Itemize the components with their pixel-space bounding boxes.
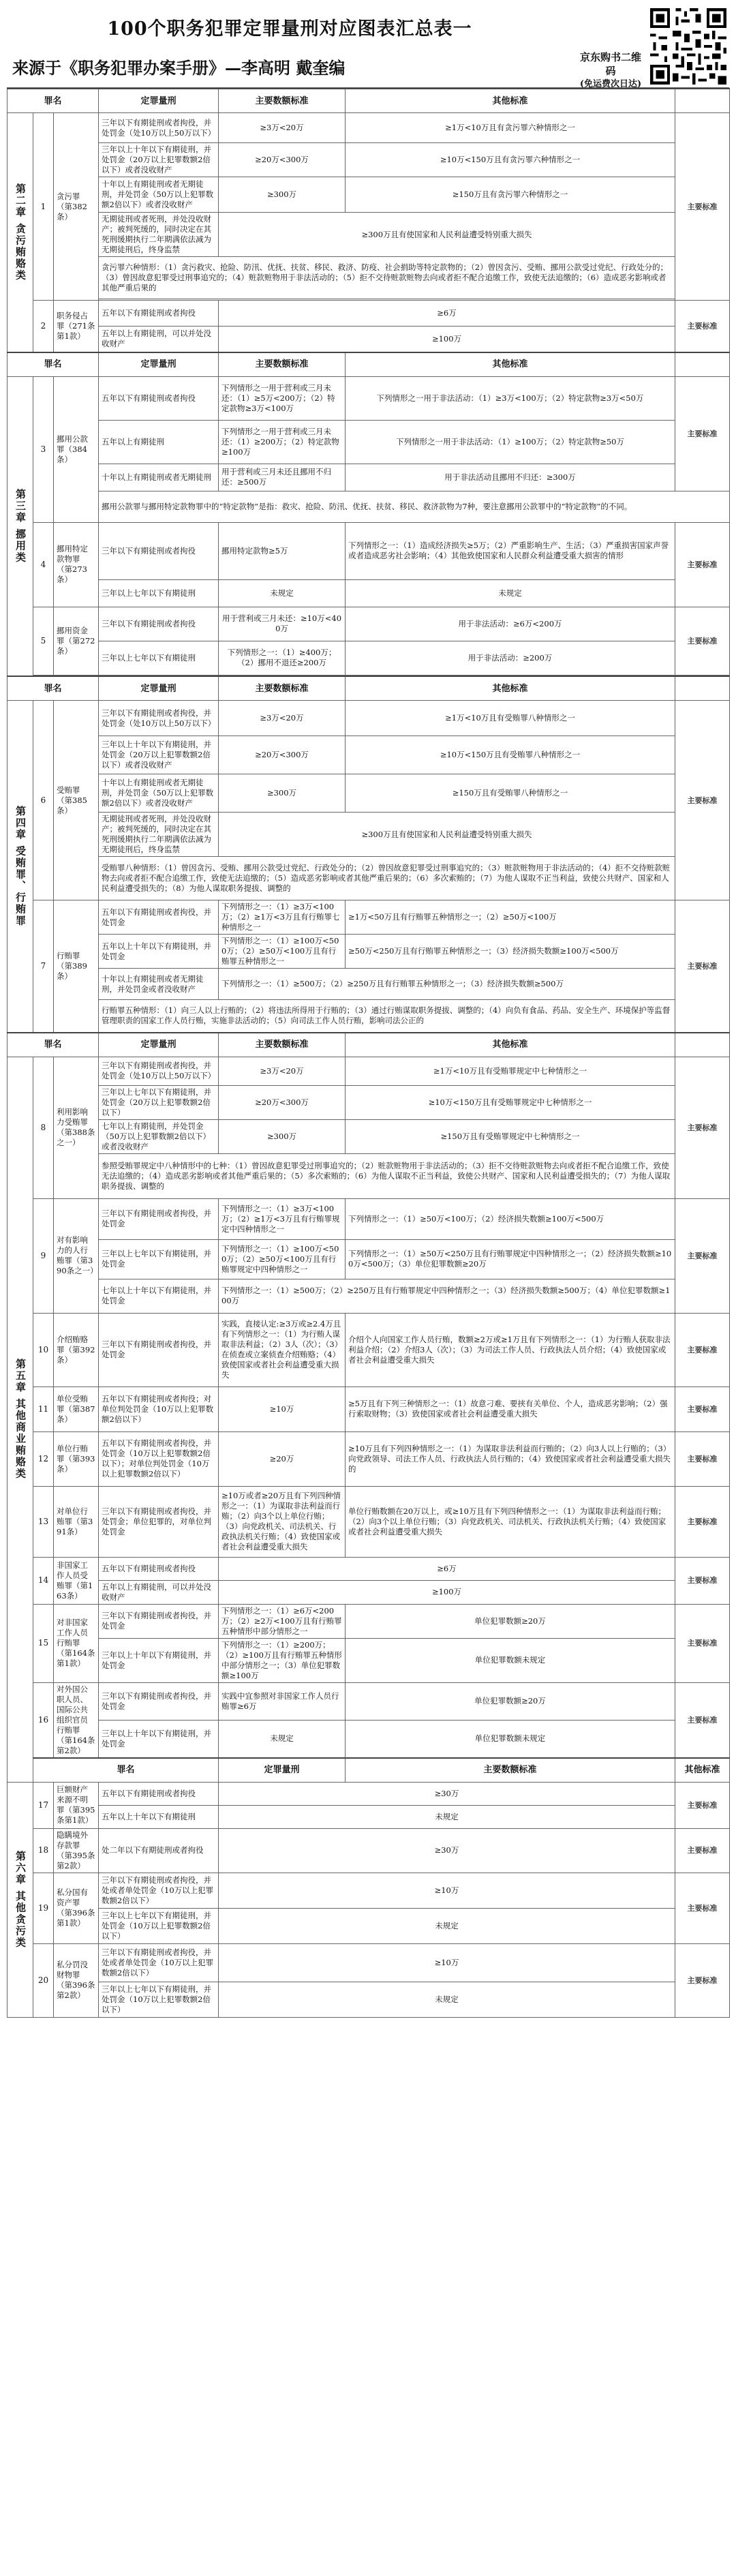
table-row	[7, 1580, 730, 1604]
table-row	[7, 177, 730, 213]
col-header-other: 其他标准	[346, 89, 675, 113]
crime-name: 职务侵占罪（271条第1款）	[54, 301, 99, 352]
table-row	[7, 420, 730, 464]
col-header-blank	[675, 676, 730, 701]
other-cell: ≥10万<150万且有受贿罪八种情形之一	[346, 736, 675, 774]
crime-number: 13	[33, 1486, 54, 1557]
penalty-cell: 三年以上十年以下有期徒刑，并处罚金（20万以上犯罪数额2倍以下）或者没收财产	[99, 736, 219, 774]
amount-cell: 下列情形之一：（1）≥6万<200万；（2）≥2万<100万且有行贿罪五种情形中部分情形之一	[219, 1604, 346, 1638]
crime-name: 单位受贿罪（第387条）	[54, 1387, 99, 1431]
amount-cell: ≥3万<20万	[219, 701, 346, 736]
table-row	[7, 774, 730, 813]
note-text: 行贿罪五种情形：（1）向三人以上行贿的；（2）将违法所得用于行贿的；（3）通过行贿谋取职务提拔、调整的；（4）向负有食品、药品、安全生产、环境保护等监督管理职责的国家工作人员行贿，实施非法活动的；（5）向司法工作人员行贿，影响司法公正的	[99, 1000, 675, 1033]
crime-name: 介绍贿赂罪（第392条）	[54, 1313, 99, 1387]
crime-number: 1	[33, 113, 54, 301]
table-row	[7, 522, 730, 579]
source-subtitle: 来源于《职务犯罪办案手册》—李高明 戴奎编	[12, 58, 346, 78]
note-text: 挪用公款罪与挪用特定款物罪中的“特定款物”是指：救灾、抢险、防汛、优抚、扶贫、移民、救济款物为7种，要注意挪用公款罪中的“特定款物”的不同。	[99, 491, 730, 522]
amount-cell: 实践中宜参照对非国家工作人员行贿罪≥6万	[219, 1682, 346, 1720]
penalty-cell: 十年以上有期徒刑或者无期徒刑，并处罚金（50万以上犯罪数额2倍以下）或者没收财产	[99, 177, 219, 213]
other-cell: 用于非法活动：≥200万	[346, 641, 675, 675]
crime-number: 19	[33, 1873, 54, 1943]
penalty-cell: 三年以上七年以下有期徒刑，并处罚金（10万以上犯罪数额2倍以下）	[99, 1908, 219, 1943]
col-header-name: 罪名	[7, 676, 99, 701]
col-header-other: 其他标准	[346, 1033, 675, 1057]
table-row	[7, 113, 730, 143]
amount-cell: 下列情形之一：（1）≥500万；（2）≥250万且有行贿罪五种情形之一；（3）经济损失数额≥500万	[219, 969, 675, 1000]
amount-cell: ≥10万	[219, 1943, 675, 1982]
penalty-cell: 三年以上七年以下有期徒刑，并处罚金（10万以上犯罪数额2倍以下）	[99, 1982, 219, 2017]
table-row	[7, 1828, 730, 1873]
penalty-cell: 五年以上有期徒刑，可以并处没收财产	[99, 327, 219, 352]
note-cell: 主要标准	[675, 1782, 730, 1828]
qr-label-line2: (免运费次日达)	[579, 79, 642, 89]
penalty-cell: 五年以下有期徒刑或者拘役；对单位判处罚金（10万以上犯罪数额2倍以下）	[99, 1387, 219, 1431]
penalty-cell: 十年以上有期徒刑或者无期徒刑，并处罚金或者没收财产	[99, 969, 219, 1000]
column-header-row	[7, 89, 730, 113]
table-row	[7, 1557, 730, 1580]
note-cell: 主要标准	[675, 376, 730, 491]
penalty-cell: 五年以下有期徒刑或者拘役	[99, 1557, 219, 1580]
crime-number: 18	[33, 1828, 54, 1873]
amount-cell: ≥6万	[219, 301, 675, 327]
table-row	[7, 1805, 730, 1828]
col-header-amount: 主要数额标准	[219, 352, 346, 377]
crime-name: 单位行贿罪（第393条）	[54, 1431, 99, 1486]
amount-cell: 用于营利或三月未还且挪用不归还：≥500万	[219, 464, 346, 491]
crime-name: 私分国有资产罪（第396条第1款）	[54, 1873, 99, 1943]
table-row	[7, 1782, 730, 1805]
amount-cell: ≥10万或者≥20万且有下列四种情形之一：（1）为谋取非法利益而行贿；（2）向3个以上单位行贿；（3）向党政机关、司法机关、行政执法机关行贿；（4）致使国家或者社会利益遭受重大损失	[219, 1486, 346, 1557]
col-header-penalty: 定罪量刑	[99, 1033, 219, 1057]
page	[7, 5, 729, 2018]
other-cell: 单位犯罪数额未规定	[346, 1638, 675, 1682]
penalty-cell: 三年以下有期徒刑或者拘役，并处或者单处罚金（10万以上犯罪数额2倍以下）	[99, 1873, 219, 1908]
amount-cell: 挪用特定款物≥5万	[219, 522, 346, 579]
other-cell: 单位行贿数额在20万以上，或≥10万且有下列四种情形之一：（1）为谋取非法利益而行贿；（2）向3个以上单位行贿；（3）向党政机关、司法机关、行政执法机关行贿；（4）致使国家或者社会利益遭受重大损失	[346, 1486, 675, 1557]
qr-label	[578, 50, 643, 91]
amount-cell: ≥100万	[219, 1580, 675, 1604]
table-row	[7, 641, 730, 675]
note-text: 参照受贿罪规定中八种情形中的七种：（1）曾因故意犯罪受过刑事追究的；（2）赃款赃物用于非法活动的；（3）拒不交待赃款赃物去向或者拒不配合追缴工作，致使无法追缴的；（4）造成恶劣影响或者其他严重后果的；（5）多次索贿的；（6）为他人谋取不正当利益，致使公共财产、国家和人民利益遭受损失的；（7）为他人谋取职务提拔、调整的	[99, 1153, 675, 1198]
other-cell: ≥150万且有贪污罪六种情形之一	[346, 177, 675, 213]
crime-number: 11	[33, 1387, 54, 1431]
table-row	[7, 464, 730, 491]
other-cell: 用于非法活动：≥6万<200万	[346, 607, 675, 641]
crimes-table	[7, 88, 730, 2018]
amount-cell: ≥30万	[219, 1782, 675, 1805]
table-row	[7, 1982, 730, 2017]
other-cell: 介绍个人向国家工作人员行贿，数额≥2万或≥1万且有下列情形之一：（1）为行贿人获取非法利益介绍；（2）介绍3人（次）；（3）为司法工作人员、行政执法人员介绍；（4）致使国家或者社会利益遭受重大损失	[346, 1313, 675, 1387]
col-header-name: 罪名	[7, 352, 99, 377]
col-header-name: 罪名	[7, 89, 99, 113]
crime-number: 20	[33, 1943, 54, 2017]
amount-cell: ≥20万<300万	[219, 736, 346, 774]
amount-cell: ≥3万<20万	[219, 1057, 346, 1085]
other-cell: ≥5万且有下列三种情形之一：（1）故意刁难、要挟有关单位、个人，造成恶劣影响；（2）强行索取财物；（3）致使国家或者社会利益遭受重大损失	[346, 1387, 675, 1431]
table-row	[7, 143, 730, 177]
col-header-other: 其他标准	[675, 1758, 730, 1783]
col-header-other: 其他标准	[346, 352, 675, 377]
table-row	[7, 257, 730, 299]
col-header-name: 罪名	[7, 1033, 99, 1057]
table-row	[7, 1000, 730, 1033]
crime-number: 2	[33, 301, 54, 352]
penalty-cell: 三年以上七年以下有期徒刑，并处罚金（20万以上犯罪数额2倍以下）	[99, 1085, 219, 1119]
note-cell: 主要标准	[675, 1828, 730, 1873]
amount-cell: 未规定	[219, 1805, 675, 1828]
note-cell: 主要标准	[675, 1387, 730, 1431]
table-row	[7, 1057, 730, 1085]
table-row	[7, 900, 730, 935]
crime-name: 巨额财产来源不明罪（第395条第1款）	[54, 1782, 99, 1828]
amount-cell: ≥300万	[219, 1119, 346, 1153]
note-cell: 主要标准	[675, 113, 730, 301]
penalty-cell: 三年以上七年以下有期徒刑，并处罚金	[99, 1239, 219, 1279]
table-row	[7, 1638, 730, 1682]
col-header-penalty: 定罪量刑	[99, 352, 219, 377]
penalty-cell: 处二年以下有期徒刑或者拘役	[99, 1828, 219, 1873]
penalty-cell: 三年以上七年以下有期徒刑	[99, 579, 219, 607]
col-header-amount: 主要数额标准	[219, 676, 346, 701]
amount-cell: 下列情形之一：（1）≥3万<100万；（2）≥1万<3万且有行贿罪七种情形之一	[219, 900, 346, 935]
other-cell: 下列情形之一：（1）造成经济损失≥5万；（2）严重影响生产、生活；（3）严重损害国家声誉或者造成恶劣社会影响；（4）其他致使国家和人民群众利益遭受重大损害的情形	[346, 522, 675, 579]
amount-cell: 实践，直接认定:≥3万或≥2.4万且有下列情形之一：（1）为行贿人谋取非法利益；（2）3人（次）；（3）在侦查或立案侦查介绍贿赂；（4）致使国家或者社会利益遭受重大损失	[219, 1313, 346, 1387]
table-row	[7, 1720, 730, 1757]
table-row	[7, 1085, 730, 1119]
amount-cell: 下列情形之一用于营利或三月未还：（1）≥200万；（2）特定款物≥100万	[219, 420, 346, 464]
table-row	[7, 701, 730, 736]
crime-number: 6	[33, 701, 54, 900]
col-header-blank	[675, 89, 730, 113]
column-header-row	[7, 1758, 730, 1783]
other-cell: ≥10万且有下列四种情形之一：（1）为谋取非法利益而行贿的；（2）向3人以上行贿的；（3）向党政领导、司法工作人员、行政执法人员行贿的；（4）致使国家或者社会利益遭受重大损失的	[346, 1431, 675, 1486]
penalty-cell: 三年以下有期徒刑或者拘役，并处罚金	[99, 1604, 219, 1638]
col-header-penalty: 定罪量刑	[219, 1758, 346, 1783]
crime-name: 私分罚没财物罪（第396条第2款）	[54, 1943, 99, 2017]
table-row	[7, 1313, 730, 1387]
chapter-label: 第二章 贪污贿赂类	[7, 113, 33, 352]
penalty-cell: 三年以下有期徒刑或者拘役，并处罚金（处10万以上50万以下）	[99, 113, 219, 143]
qr-label-line1: 京东购书二维码	[579, 51, 641, 77]
note-cell: 主要标准	[675, 1313, 730, 1387]
penalty-cell: 三年以下有期徒刑或者拘役，并处罚金（处10万以上50万以下）	[99, 1057, 219, 1085]
amount-cell: ≥20万<300万	[219, 143, 346, 177]
page-title: 100个职务犯罪定罪量刑对应图表汇总表一	[107, 18, 472, 40]
penalty-cell: 五年以下有期徒刑或者拘役	[99, 301, 219, 327]
note-text: 受贿罪八种情形：（1）曾因贪污、受贿、挪用公款受过党纪、行政处分的；（2）曾因故意犯罪受过刑事追究的；（3）赃款赃物用于非法活动的；（4）拒不交待赃款赃物去向或者拒不配合追缴工作，致使无法追缴的；（5）造成恶劣影响或者其他严重后果的；（6）多次索贿的；（7）为他人谋取不正当利益，致使公共财产、国家和人民利益遭受损失的；（8）为他人谋取职务提拔、调整的	[99, 857, 675, 900]
penalty-cell: 三年以上七年以下有期徒刑	[99, 641, 219, 675]
penalty-cell: 三年以下有期徒刑或者拘役，并处罚金（处10万以上50万以下）	[99, 701, 219, 736]
crime-name: 挪用公款罪（384条）	[54, 376, 99, 522]
other-cell: 下列情形之一：（1）≥50万<250万且有行贿罪规定中四种情形之一；（2）经济损失数额≥100万<500万；（3）单位犯罪数额≥20万	[346, 1239, 675, 1279]
column-header-row	[7, 676, 730, 701]
other-cell: 单位犯罪数额未规定	[346, 1720, 675, 1757]
crime-number: 15	[33, 1604, 54, 1682]
amount-cell: 未规定	[219, 1982, 675, 2017]
crime-name: 挪用特定款物罪（第273条）	[54, 522, 99, 607]
amount-cell: 未规定	[219, 579, 346, 607]
penalty-cell: 三年以下有期徒刑或者拘役	[99, 522, 219, 579]
other-cell: 单位犯罪数额≥20万	[346, 1682, 675, 1720]
amount-cell: ≥300万	[219, 774, 346, 813]
table-row	[7, 376, 730, 420]
crime-number: 17	[33, 1782, 54, 1828]
crime-name: 对单位行贿罪（第391条）	[54, 1486, 99, 1557]
amount-cell: 下列情形之一：（1）≥500万；（2）≥250万且有行贿罪规定中四种情形之一；（3）经济损失数额≥500万；（4）单位犯罪数额≥100万	[219, 1279, 675, 1313]
note-cell: 主要标准	[675, 301, 730, 352]
other-cell: 未规定	[346, 579, 675, 607]
amount-cell: ≥100万	[219, 327, 675, 352]
chapter-label: 第五章 其他商业贿赂类	[7, 1057, 33, 1782]
crime-number: 3	[33, 376, 54, 522]
crime-name: 行贿罪（第389条）	[54, 900, 99, 1033]
note-cell: 主要标准	[675, 522, 730, 607]
amount-cell: ≥10万	[219, 1873, 675, 1908]
table-row	[7, 1387, 730, 1431]
amount-cell: ≥30万	[219, 1828, 675, 1873]
amount-cell: 下列情形之一：（1）≥100万<500万；（2）≥50万<100万且有行贿罪规定中四种情形之一	[219, 1239, 346, 1279]
col-header-blank	[675, 352, 730, 377]
table-row	[7, 736, 730, 774]
penalty-cell: 七年以上有期徒刑，并处罚金（50万以上犯罪数额2倍以下）或者没收财产	[99, 1119, 219, 1153]
table-row	[7, 857, 730, 900]
table-row	[7, 1682, 730, 1720]
chapter-label: 第三章 挪用类	[7, 376, 33, 676]
amount-cell: ≥6万	[219, 1557, 675, 1580]
header	[7, 5, 729, 88]
note-cell: 主要标准	[675, 1873, 730, 1943]
note-cell: 主要标准	[675, 701, 730, 900]
crime-name: 对外国公职人员、国际公共组织官员行贿罪（第164条第2款）	[54, 1682, 99, 1758]
crime-number: 9	[33, 1198, 54, 1313]
other-cell: ≥50万<250万且有行贿罪五种情形之一；（3）经济损失数额≥100万<500万	[346, 935, 675, 969]
table-row	[7, 1873, 730, 1908]
penalty-cell: 三年以上十年以下有期徒刑，并处罚金	[99, 1720, 219, 1757]
table-row	[7, 301, 730, 327]
other-cell: 下列情形之一：（1）≥50万<100万；（2）经济损失数额≥100万<500万	[346, 1198, 675, 1239]
col-header-penalty: 定罪量刑	[99, 676, 219, 701]
penalty-cell: 五年以下有期徒刑或者拘役，并处罚金（10万以上犯罪数额2倍以下）；对单位判处罚金（10万以上犯罪数额2倍以下）	[99, 1431, 219, 1486]
table-row	[7, 1486, 730, 1557]
crime-name: 隐瞒境外存款罪（第395条第2款）	[54, 1828, 99, 1873]
table-row	[7, 1943, 730, 1982]
other-cell: ≥10万<150万且有贪污罪六种情形之一	[346, 143, 675, 177]
penalty-cell: 五年以下有期徒刑或者拘役	[99, 376, 219, 420]
crime-name: 挪用资金罪（第272条）	[54, 607, 99, 675]
penalty-cell: 五年以下有期徒刑或者拘役	[99, 1782, 219, 1805]
col-header-name: 罪名	[33, 1758, 219, 1783]
table-row	[7, 1908, 730, 1943]
amount-cell: 下列情形之一：（1）≥3万<100万；（2）≥1万<3万且有行贿罪规定中四种情形之一	[219, 1198, 346, 1239]
amount-cell: ≥20万	[219, 1431, 346, 1486]
table-row	[7, 813, 730, 857]
column-header-row	[7, 1033, 730, 1057]
penalty-cell: 无期徒刑或者死刑，并处没收财产；被判死缓的，同时决定在其死刑缓期执行二年期满依法减为无期徒刑后，终身监禁	[99, 213, 219, 257]
note-cell: 主要标准	[675, 1604, 730, 1682]
table-row	[7, 1279, 730, 1313]
other-cell: ≥1万<50万且有行贿罪五种情形之一；（2）≥50万<100万	[346, 900, 675, 935]
crime-number: 10	[33, 1313, 54, 1387]
col-header-other: 其他标准	[346, 676, 675, 701]
amount-cell: 下列情形之一：（1）≥400万；（2）挪用不退还≥200万	[219, 641, 346, 675]
penalty-cell: 五年以上有期徒刑	[99, 420, 219, 464]
note-cell: 主要标准	[675, 1057, 730, 1198]
crime-number: 16	[33, 1682, 54, 1758]
amount-cell: 用于营利或三月未还：≥10万<400万	[219, 607, 346, 641]
col-header-amount: 主要数额标准	[219, 89, 346, 113]
chapter-label: 第四章 受贿罪、行贿罪	[7, 701, 33, 1033]
table-row	[7, 579, 730, 607]
penalty-cell: 十年以上有期徒刑或者无期徒刑	[99, 464, 219, 491]
table-row	[7, 1153, 730, 1198]
penalty-cell: 三年以下有期徒刑或者拘役，并处罚金	[99, 1682, 219, 1720]
col-header-amount: 主要数额标准	[219, 1033, 346, 1057]
table-row	[7, 607, 730, 641]
penalty-cell: 三年以下有期徒刑或者拘役，并处罚金	[99, 1313, 219, 1387]
amount-cell: 下列情形之一用于营利或三月未还：（1）≥5万<200万；（2）特定款物≥3万<100万	[219, 376, 346, 420]
note-cell: 主要标准	[675, 1682, 730, 1758]
amount-cell: 未规定	[219, 1908, 675, 1943]
crime-name: 贪污罪（第382条）	[54, 113, 99, 301]
amount-cell: 未规定	[219, 1720, 346, 1757]
penalty-cell: 五年以上十年以下有期徒刑，并处罚金	[99, 935, 219, 969]
crime-name: 受贿罪（第385条）	[54, 701, 99, 900]
note-cell: 主要标准	[675, 1943, 730, 2017]
table-row	[7, 213, 730, 257]
note-text: 贪污罪六种情形：（1）贪污救灾、抢险、防汛、优抚、扶贫、移民、救济、防疫、社会捐助等特定款物的；（2）曾因贪污、受贿、挪用公款受过党纪、行政处分的；（3）曾因故意犯罪受过刑事追究的；（4）赃款赃物用于非法活动的；（5）拒不交待赃款赃物去向或者拒不配合追缴工作，致使无法追缴的；（6）造成恶劣影响或者其他严重后果的	[99, 257, 675, 299]
crime-number: 5	[33, 607, 54, 675]
other-cell: ≥150万且有受贿罪八种情形之一	[346, 774, 675, 813]
note-cell: 主要标准	[675, 1198, 730, 1313]
other-cell: ≥10万<150万且有受贿罪规定中七种情形之一	[346, 1085, 675, 1119]
note-cell: 主要标准	[675, 900, 730, 1033]
crime-number: 12	[33, 1431, 54, 1486]
penalty-cell: 三年以下有期徒刑或者拘役，并处或者单处罚金（10万以上犯罪数额2倍以下）	[99, 1943, 219, 1982]
table-row	[7, 969, 730, 1000]
amount-cell: 下列情形之一：（1）≥200万；（2）≥100万且有行贿罪五种情形中部分情形之一；（3）单位犯罪数额≥100万	[219, 1638, 346, 1682]
chapter-label: 第六章 其他贪污类	[7, 1782, 33, 2017]
note-cell: 主要标准	[675, 607, 730, 675]
other-cell: 下列情形之一用于非法活动：（1）≥3万<100万；（2）特定款物≥3万<50万	[346, 376, 675, 420]
penalty-cell: 七年以上十年以下有期徒刑，并处罚金	[99, 1279, 219, 1313]
col-header-penalty: 定罪量刑	[99, 89, 219, 113]
penalty-cell: 三年以上十年以下有期徒刑，并处罚金（20万以上犯罪数额2倍以下）或者没收财产	[99, 143, 219, 177]
other-cell: ≥150万且有受贿罪规定中七种情形之一	[346, 1119, 675, 1153]
crime-name: 对非国家工作人员行贿罪（第164条第1款）	[54, 1604, 99, 1682]
penalty-cell: 五年以下有期徒刑或者拘役，并处罚金	[99, 900, 219, 935]
note-cell: 主要标准	[675, 1431, 730, 1486]
penalty-cell: 十年以上有期徒刑或者无期徒刑，并处罚金（50万以上犯罪数额2倍以下）或者没收财产	[99, 774, 219, 813]
amount-cell: ≥10万	[219, 1387, 346, 1431]
table-row	[7, 1239, 730, 1279]
crime-name: 利用影响力受贿罪（第388条之一）	[54, 1057, 99, 1198]
other-cell: 用于非法活动且挪用不归还：≥300万	[346, 464, 675, 491]
penalty-cell: 五年以上有期徒刑，可以并处没收财产	[99, 1580, 219, 1604]
other-cell: ≥1万<10万且有受贿罪规定中七种情形之一	[346, 1057, 675, 1085]
amount-cell: ≥300万	[219, 177, 346, 213]
crime-name: 对有影响力的人行贿罪（第390条之一）	[54, 1198, 99, 1313]
table-row	[7, 1431, 730, 1486]
col-header-blank	[675, 1033, 730, 1057]
crime-name: 非国家工作人员受贿罪（第163条）	[54, 1557, 99, 1604]
other-cell: ≥300万且有使国家和人民利益遭受特别重大损失	[219, 213, 675, 257]
other-cell: ≥1万<10万且有受贿罪八种情形之一	[346, 701, 675, 736]
other-cell: 单位犯罪数额≥20万	[346, 1604, 675, 1638]
table-row	[7, 1604, 730, 1638]
penalty-cell: 三年以下有期徒刑或者拘役，并处罚金；单位犯罪的，对单位判处罚金	[99, 1486, 219, 1557]
amount-cell: ≥3万<20万	[219, 113, 346, 143]
note-cell: 主要标准	[675, 1557, 730, 1604]
table-row	[7, 935, 730, 969]
amount-cell: 下列情形之一：（1）≥100万<500万；（2）≥50万<100万且有行贿罪五种情形之一	[219, 935, 346, 969]
note-cell: 主要标准	[675, 1486, 730, 1557]
crime-number: 4	[33, 522, 54, 607]
penalty-cell: 三年以上十年以下有期徒刑，并处罚金	[99, 1638, 219, 1682]
other-cell: ≥300万且有使国家和人民利益遭受特别重大损失	[219, 813, 675, 857]
crime-number: 8	[33, 1057, 54, 1198]
crime-number: 14	[33, 1557, 54, 1604]
other-cell: ≥1万<10万且有贪污罪六种情形之一	[346, 113, 675, 143]
penalty-cell: 三年以下有期徒刑或者拘役	[99, 607, 219, 641]
table-row	[7, 1198, 730, 1239]
penalty-cell: 无期徒刑或者死刑，并处没收财产；被判死缓的，同时决定在其死刑缓期执行二年期满依法减为无期徒刑后，终身监禁	[99, 813, 219, 857]
table-row	[7, 1119, 730, 1153]
amount-cell: ≥20万<300万	[219, 1085, 346, 1119]
penalty-cell: 五年以上十年以下有期徒刑	[99, 1805, 219, 1828]
col-header-amount: 主要数额标准	[346, 1758, 675, 1783]
table-row	[7, 327, 730, 352]
crime-number: 7	[33, 900, 54, 1033]
table-row	[7, 491, 730, 522]
other-cell: 下列情形之一用于非法活动：（1）≥100万；（2）特定款物≥50万	[346, 420, 675, 464]
column-header-row	[7, 352, 730, 377]
qr-code-icon[interactable]	[647, 5, 729, 87]
penalty-cell: 三年以下有期徒刑或者拘役，并处罚金	[99, 1198, 219, 1239]
